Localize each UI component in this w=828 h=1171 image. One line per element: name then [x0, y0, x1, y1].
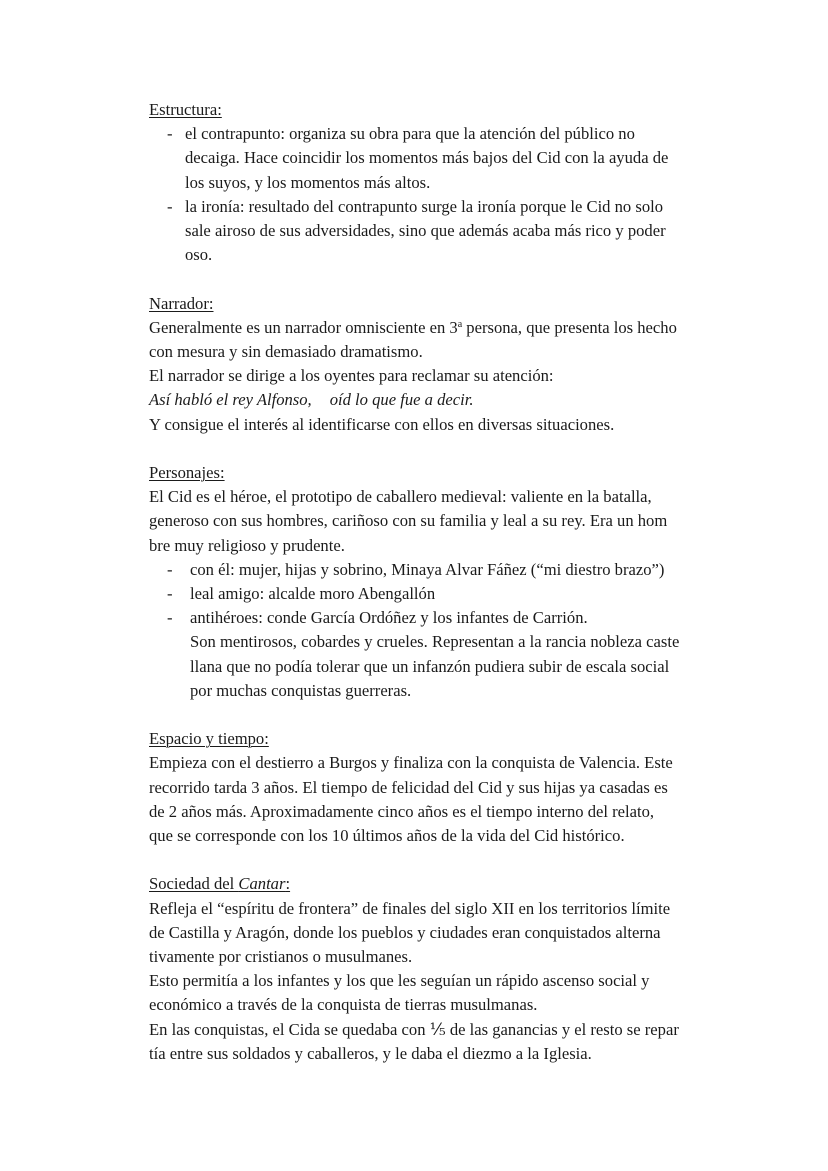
text-line: por muchas conquistas guerreras. — [190, 680, 412, 700]
text-line: de Castilla y Aragón, donde los pueblos y ciudades eran conquistados alterna — [149, 922, 661, 942]
text-line: de 2 años más. Aproximadamente cinco años es el tiempo interno del relato, — [149, 801, 655, 821]
text-line: los suyos, y los momentos más altos. — [185, 172, 431, 192]
dash-bullet: - — [167, 584, 173, 604]
section-narrador — [149, 292, 749, 437]
text-line: Y consigue el interés al identificarse con ellos en diversas situaciones. — [149, 414, 615, 434]
dash-bullet: - — [167, 559, 173, 579]
paragraph — [149, 485, 749, 558]
dash-bullet: - — [167, 196, 173, 216]
list-item — [149, 606, 749, 630]
text-line: Esto permitía a los infantes y los que les seguían un rápido ascenso social y — [149, 971, 650, 991]
text-line: con mesura y sin demasiado dramatismo. — [149, 342, 423, 362]
quote-verse: oíd lo que fue a decir. — [329, 390, 474, 410]
text-line: Empieza con el destierro a Burgos y finaliza con la conquista de Valencia. Este — [149, 753, 673, 773]
section-espacio-tiempo — [149, 727, 749, 848]
text-line: llana que no podía tolerar que un infanzón pudiera subir de escala social — [190, 656, 670, 676]
text-line: generoso con sus hombres, cariñoso con su familia y leal a su rey. Era un hom — [149, 511, 668, 531]
dash-bullet: - — [167, 608, 173, 628]
heading-text-italic: Cantar — [238, 874, 286, 894]
list-item — [149, 582, 749, 606]
list-item — [149, 122, 749, 195]
list-item — [149, 195, 749, 268]
heading-text: : — [285, 874, 291, 894]
text-line: oso. — [185, 245, 213, 265]
text-line: antihéroes: conde García Ordóñez y los infantes de Carrión. — [190, 608, 588, 628]
text-line: tía entre sus soldados y caballeros, y le daba el diezmo a la Iglesia. — [149, 1043, 592, 1063]
paragraph — [149, 316, 749, 437]
quote-verse: Así habló el rey Alfonso, — [149, 390, 312, 410]
text-span: Generalmente es un narrador omnisciente en 3 — [149, 317, 458, 337]
text-line: Son mentirosos, cobardes y crueles. Representan a la rancia nobleza caste — [190, 632, 680, 652]
section-estructura — [149, 98, 749, 267]
section-heading: Espacio y tiempo: — [149, 729, 269, 749]
text-line: bre muy religioso y prudente. — [149, 535, 345, 555]
text-line: con él: mujer, hijas y sobrino, Minaya Alvar Fáñez (“mi diestro brazo”) — [190, 559, 665, 579]
document-page — [149, 98, 749, 1066]
paragraph — [149, 751, 749, 848]
text-line: recorrido tarda 3 años. El tiempo de felicidad del Cid y sus hijas ya casadas es — [149, 777, 668, 797]
list-item — [149, 558, 749, 582]
section-heading: Estructura: — [149, 100, 222, 119]
text-line: El Cid es el héroe, el prototipo de caballero medieval: valiente en la batalla, — [149, 487, 652, 507]
text-line: que se corresponde con los 10 últimos años de la vida del Cid histórico. — [149, 826, 625, 846]
personajes-list — [149, 558, 749, 631]
text-line: En las conquistas, el Cida se quedaba con ⅕ de las ganancias y el resto se repar — [149, 1019, 679, 1039]
text-line: decaiga. Hace coincidir los momentos más bajos del Cid con la ayuda de — [185, 148, 669, 168]
section-heading — [149, 872, 749, 896]
text-span: persona, que presenta los hecho — [462, 317, 677, 337]
text-line: Refleja el “espíritu de frontera” de finales del siglo XII en los territorios límite — [149, 898, 671, 918]
paragraph — [149, 897, 749, 1066]
section-heading: Personajes: — [149, 463, 225, 483]
ordinal-superscript: a — [457, 318, 463, 330]
text-line: económico a través de la conquista de tierras musulmanas. — [149, 995, 538, 1015]
estructura-list — [149, 122, 749, 267]
section-heading: Narrador: — [149, 293, 214, 313]
text-line: sale airoso de sus adversidades, sino que además acaba más rico y poder — [185, 221, 666, 241]
text-line: tivamente por cristianos o musulmanes. — [149, 947, 413, 967]
text-line: El narrador se dirige a los oyentes para reclamar su atención: — [149, 366, 554, 386]
paragraph-indented — [149, 630, 749, 703]
text-line: leal amigo: alcalde moro Abengallón — [190, 584, 436, 604]
section-sociedad — [149, 872, 749, 1066]
text-line: la ironía: resultado del contrapunto surge la ironía porque le Cid no solo — [185, 196, 664, 216]
text-line: el contrapunto: organiza su obra para que la atención del público no — [185, 124, 635, 144]
dash-bullet: - — [167, 124, 173, 144]
heading-text: Sociedad del — [149, 874, 239, 894]
section-personajes — [149, 461, 749, 703]
